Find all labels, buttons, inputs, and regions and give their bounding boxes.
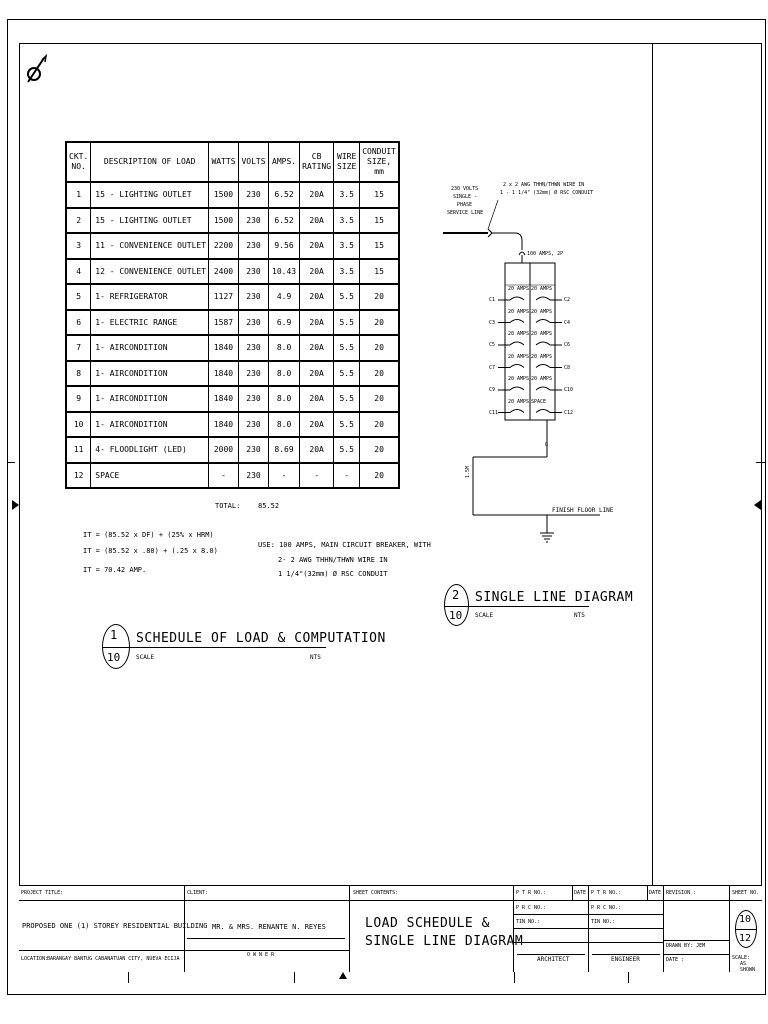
cell-ckt: 2 [66, 208, 91, 234]
table-row [66, 386, 399, 412]
computation-line-3: IT = 70.42 AMP. [83, 566, 147, 574]
table-row [66, 335, 399, 361]
breaker-rating-left: 20 AMPS [508, 331, 530, 337]
ground-g-label: G [545, 442, 549, 448]
right-margin-line [652, 43, 653, 886]
cell-conduit-size: 20 [360, 412, 399, 438]
breaker-left-symbol [510, 342, 524, 345]
load-schedule-table [65, 141, 400, 489]
engineer-date-label: DATE [649, 890, 662, 896]
cell-cb-rating: 20A [300, 182, 334, 208]
wire-note-1: 2 x 2 AWG THHN/THWN WIRE IN [503, 182, 585, 188]
cell-conduit-size: 20 [360, 335, 399, 361]
client-name: MR. & MRS. RENANTE N. REYES [212, 923, 326, 931]
cell-cb-rating: 20A [300, 386, 334, 412]
cell-wire-size: 3.5 [334, 182, 360, 208]
breaker-right-symbol [536, 387, 550, 390]
breaker-left-symbol [510, 410, 524, 413]
cell-description: 4- FLOODLIGHT (LED) [91, 437, 209, 463]
detail-label-1-sheet: 10 [107, 651, 121, 664]
cell-cb-rating: 20A [300, 412, 334, 438]
cell-cb-rating: 20A [300, 361, 334, 387]
cell-wire-size: - [334, 463, 360, 489]
cell-cb-rating: 20A [300, 437, 334, 463]
cell-description: 1- AIRCONDITION [91, 361, 209, 387]
engineer-prc-label: P R C NO.: [591, 905, 622, 911]
cell-watts: 1127 [209, 284, 239, 310]
cell-description: 1- AIRCONDITION [91, 335, 209, 361]
revision-label: REVISION : [666, 890, 697, 896]
table-row [66, 310, 399, 336]
breaker-right-symbol [536, 342, 550, 345]
breaker-left-symbol [510, 387, 524, 390]
cell-conduit-size: 15 [360, 182, 399, 208]
cell-cb-rating: 20A [300, 208, 334, 234]
main-breaker-label: 100 AMPS, 2P [527, 251, 564, 257]
wire-note-2: 1 - 1 1/4" (32mm) Ø RSC CONDUIT [500, 190, 594, 196]
cell-wire-size: 5.5 [334, 386, 360, 412]
title-block [19, 886, 762, 972]
col-header-amps: AMPS. [269, 142, 300, 182]
breaker-rating-right: 20 AMPS [531, 353, 553, 360]
circuit-label-left: C7 [489, 364, 496, 371]
cell-conduit-size: 20 [360, 310, 399, 336]
detail-label-1-scale: SCALE [136, 654, 155, 661]
breaker-rating-right: 20 AMPS [531, 376, 553, 382]
cell-watts: 1840 [209, 361, 239, 387]
cell-wire-size: 3.5 [334, 208, 360, 234]
cell-conduit-size: 15 [360, 233, 399, 259]
cell-amps: 8.0 [269, 412, 300, 438]
cell-wire-size: 5.5 [334, 437, 360, 463]
circuit-label-left: C3 [489, 319, 496, 326]
cell-amps: 10.43 [269, 259, 300, 285]
cell-wire-size: 5.5 [334, 284, 360, 310]
table-row [66, 284, 399, 310]
cell-cb-rating: 20A [300, 335, 334, 361]
cell-description: 11 - CONVENIENCE OUTLET [91, 233, 209, 259]
cell-watts: 2200 [209, 233, 239, 259]
table-row [66, 412, 399, 438]
breaker-rating-right: SPACE [531, 398, 547, 405]
engineer-tin-label: TIN NO.: [591, 919, 616, 925]
cell-conduit-size: 20 [360, 463, 399, 489]
architect-prc-label: P R C NO.: [516, 905, 547, 911]
tick-mark [756, 462, 766, 463]
detail-label-1-number: 1 [110, 628, 118, 642]
cell-amps: 8.69 [269, 437, 300, 463]
table-row [66, 361, 399, 387]
cell-watts: 1840 [209, 335, 239, 361]
cell-ckt: 5 [66, 284, 91, 310]
use-note-line-3: 1 1/4"(32mm) Ø RSC CONDUIT [278, 570, 388, 578]
breaker-right-symbol [536, 365, 550, 368]
breaker-right-symbol [536, 410, 550, 413]
cell-ckt: 4 [66, 259, 91, 285]
detail-label-2-title: SINGLE LINE DIAGRAM [475, 590, 634, 605]
cell-volts: 230 [238, 284, 268, 310]
table-row [66, 182, 399, 208]
engineer-ptr-label: P T R NO.: [591, 890, 622, 896]
cell-amps: 9.56 [269, 233, 300, 259]
breaker-rating-right: 20 AMPS [531, 286, 553, 292]
cell-watts: 2000 [209, 437, 239, 463]
right-registration-arrow-icon [754, 500, 761, 510]
cell-description: 12 - CONVENIENCE OUTLET [91, 259, 209, 285]
col-header-conduit-size: CONDUIT SIZE, mm [360, 142, 399, 182]
cell-ckt: 12 [66, 463, 91, 489]
cell-ckt: 7 [66, 335, 91, 361]
cell-watts: 1587 [209, 310, 239, 336]
breaker-rating-left: 20 AMPS [508, 308, 530, 315]
computation-line-2: IT = (85.52 x .80) + (.25 x 8.0) [83, 547, 218, 555]
table-row [66, 463, 399, 489]
detail-label-2-number: 2 [452, 588, 460, 602]
sheet-contents-line-1: LOAD SCHEDULE & [365, 916, 490, 931]
breaker-left-symbol [510, 297, 524, 300]
tick-mark [7, 462, 15, 463]
cell-volts: 230 [238, 386, 268, 412]
col-header-watts: WATTS [209, 142, 239, 182]
ground-length-label: 1.5M [465, 465, 471, 478]
cell-amps: - [269, 463, 300, 489]
cell-volts: 230 [238, 361, 268, 387]
circuit-label-right: C12 [564, 409, 574, 416]
cell-watts: 1840 [209, 412, 239, 438]
detail-label-2-scale: SCALE [475, 612, 494, 619]
architect-date-label: DATE [574, 890, 587, 896]
cell-wire-size: 3.5 [334, 233, 360, 259]
location-value: BARANGAY BANTUG CABANATUAN CITY, NUEVA ECIJA [47, 956, 180, 962]
sheet-contents-label: SHEET CONTENTS: [353, 890, 399, 896]
service-text-3: PHASE [457, 202, 473, 208]
architect-tin-label: TIN NO.: [516, 919, 541, 925]
circuit-label-left: C5 [489, 342, 496, 348]
total-label: TOTAL: [215, 502, 241, 510]
drawn-by-label: DRAWN BY: JEM [666, 943, 706, 949]
service-text-1: 230 VOLTS [451, 186, 479, 192]
cell-amps: 4.9 [269, 284, 300, 310]
breaker-right-symbol [536, 297, 550, 300]
cell-cb-rating: 20A [300, 233, 334, 259]
cell-amps: 8.0 [269, 386, 300, 412]
circuit-label-left: C11 [489, 409, 499, 416]
detail-label-1-underline [102, 647, 326, 648]
cell-volts: 230 [238, 310, 268, 336]
table-row [66, 208, 399, 234]
detail-label-1-title: SCHEDULE OF LOAD & COMPUTATION [136, 631, 386, 646]
cell-description: 1- REFRIGERATOR [91, 284, 209, 310]
cell-wire-size: 5.5 [334, 412, 360, 438]
location-label: LOCATION: [21, 956, 49, 962]
cell-ckt: 10 [66, 412, 91, 438]
col-header-cb-rating: CB RATING [300, 142, 334, 182]
cell-wire-size: 5.5 [334, 361, 360, 387]
cell-wire-size: 5.5 [334, 310, 360, 336]
date-label: DATE : [666, 957, 685, 963]
owner-label: O W N E R [247, 952, 275, 958]
breaker-left-symbol [510, 320, 524, 323]
cell-watts: 1500 [209, 208, 239, 234]
cell-cb-rating: - [300, 463, 334, 489]
cell-amps: 6.52 [269, 208, 300, 234]
single-line-diagram [440, 195, 620, 555]
breaker-rating-right: 20 AMPS [531, 331, 553, 337]
architect-label: ARCHITECT [537, 956, 570, 963]
cell-watts: - [209, 463, 239, 489]
col-header-description: DESCRIPTION OF LOAD [91, 142, 209, 182]
detail-label-2-sheet: 10 [449, 609, 463, 622]
cell-volts: 230 [238, 208, 268, 234]
cell-ckt: 6 [66, 310, 91, 336]
cell-description: 15 - LIGHTING OUTLET [91, 182, 209, 208]
circuit-label-left: C9 [489, 387, 496, 393]
total-value: 85.52 [258, 502, 280, 510]
breaker-rating-left: 20 AMPS [508, 353, 530, 360]
cell-volts: 230 [238, 335, 268, 361]
detail-label-1-nts: NTS [310, 654, 321, 661]
cell-cb-rating: 20A [300, 259, 334, 285]
cell-amps: 8.0 [269, 361, 300, 387]
cell-volts: 230 [238, 259, 268, 285]
cell-description: 1- ELECTRIC RANGE [91, 310, 209, 336]
circuit-label-left: C1 [489, 297, 496, 303]
project-title-label: PROJECT TITLE: [21, 890, 64, 896]
sheet-total: 12 [739, 933, 752, 944]
cell-watts: 1840 [209, 386, 239, 412]
cell-volts: 230 [238, 437, 268, 463]
detail-label-2-nts: NTS [574, 612, 585, 619]
sheet-scale-value: AS SHOWN [740, 961, 756, 973]
service-text-4: SERVICE LINE [447, 210, 484, 216]
architect-ptr-label: P T R NO.: [516, 890, 547, 896]
col-header-wire-size: WIRE SIZE [334, 142, 360, 182]
cell-volts: 230 [238, 233, 268, 259]
circuit-label-right: C8 [564, 364, 571, 371]
bottom-registration-arrow-icon [339, 972, 347, 979]
service-text-2: SINGLE - [453, 194, 478, 200]
cell-conduit-size: 20 [360, 437, 399, 463]
load-table-body [66, 182, 399, 488]
col-header-volts: VOLTS [238, 142, 268, 182]
electrical-logo-icon [24, 54, 48, 84]
cell-conduit-size: 15 [360, 208, 399, 234]
cell-wire-size: 3.5 [334, 259, 360, 285]
cell-amps: 6.52 [269, 182, 300, 208]
table-row [66, 233, 399, 259]
sheet-no-label: SHEET NO. [732, 890, 760, 896]
cell-wire-size: 5.5 [334, 335, 360, 361]
sheet-scale-label: SCALE: [732, 955, 751, 961]
cell-description: 15 - LIGHTING OUTLET [91, 208, 209, 234]
breaker-rating-right: 20 AMPS [531, 308, 553, 315]
table-header-row [66, 142, 399, 182]
breaker-rating-left: 20 AMPS [508, 398, 530, 405]
cell-conduit-size: 15 [360, 259, 399, 285]
cell-volts: 230 [238, 412, 268, 438]
breaker-rating-left: 20 AMPS [508, 286, 530, 292]
sheet-number: 10 [739, 914, 752, 925]
table-row [66, 437, 399, 463]
breaker-right-symbol [536, 320, 550, 323]
cell-description: SPACE [91, 463, 209, 489]
cell-ckt: 1 [66, 182, 91, 208]
col-header-ckt: CKT. NO. [66, 142, 91, 182]
cell-watts: 2400 [209, 259, 239, 285]
cell-conduit-size: 20 [360, 284, 399, 310]
detail-label-2-underline [444, 606, 589, 607]
cell-ckt: 11 [66, 437, 91, 463]
cell-conduit-size: 20 [360, 386, 399, 412]
cell-volts: 230 [238, 182, 268, 208]
table-row [66, 259, 399, 285]
cell-ckt: 8 [66, 361, 91, 387]
circuit-label-right: C2 [564, 297, 571, 303]
circuit-label-right: C6 [564, 342, 571, 348]
cell-description: 1- AIRCONDITION [91, 386, 209, 412]
breaker-left-symbol [510, 365, 524, 368]
cell-conduit-size: 20 [360, 361, 399, 387]
cell-description: 1- AIRCONDITION [91, 412, 209, 438]
finish-floor-label: FINISH FLOOR LINE [552, 507, 614, 514]
cell-watts: 1500 [209, 182, 239, 208]
cell-volts: 230 [238, 463, 268, 489]
circuit-label-right: C10 [564, 387, 574, 393]
cell-amps: 8.0 [269, 335, 300, 361]
project-title: PROPOSED ONE (1) STOREY RESIDENTIAL BUILDING [22, 922, 208, 930]
cell-amps: 6.9 [269, 310, 300, 336]
cell-ckt: 9 [66, 386, 91, 412]
use-note-line-2: 2- 2 AWG THHN/THWN WIRE IN [278, 556, 388, 564]
use-note-line-1: USE: 100 AMPS, MAIN CIRCUIT BREAKER, WITH [258, 541, 431, 549]
client-label: CLIENT: [187, 890, 209, 896]
computation-line-1: IT = (85.52 x DF) + (25% x HRM) [83, 531, 214, 539]
engineer-label: ENGINEER [611, 956, 640, 963]
cell-cb-rating: 20A [300, 310, 334, 336]
sheet-contents-line-2: SINGLE LINE DIAGRAM [365, 934, 524, 949]
circuit-label-right: C4 [564, 319, 571, 326]
breaker-rating-left: 20 AMPS [508, 376, 530, 382]
left-registration-arrow-icon [12, 500, 19, 510]
cell-cb-rating: 20A [300, 284, 334, 310]
cell-ckt: 3 [66, 233, 91, 259]
